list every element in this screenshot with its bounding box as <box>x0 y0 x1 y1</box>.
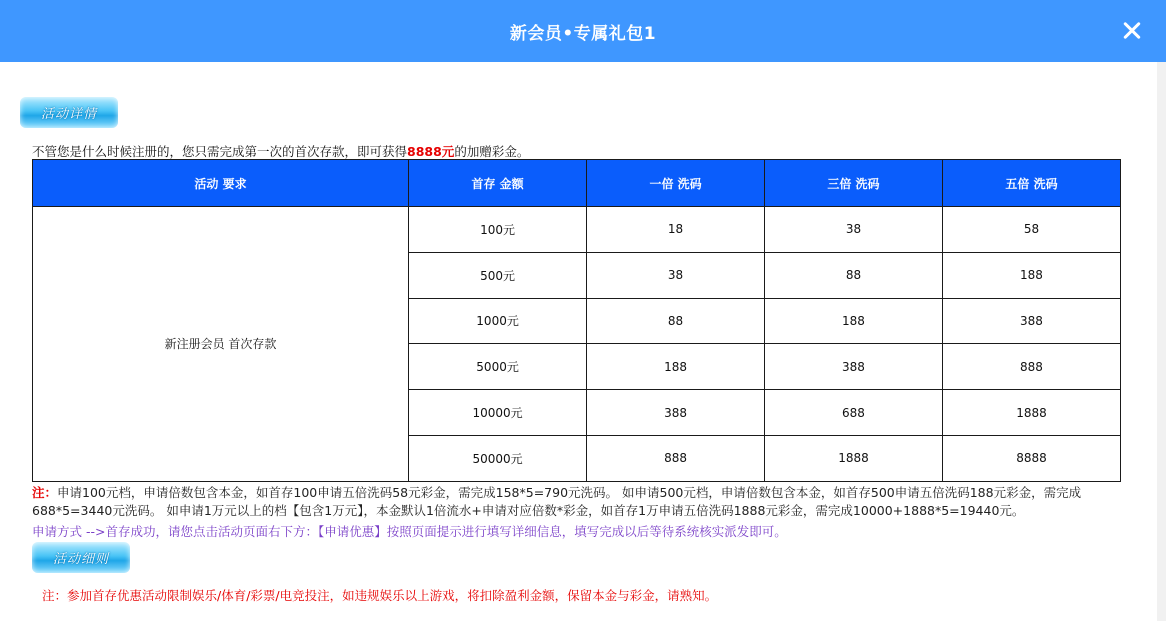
note-text: 申请100元档，申请倍数包含本金，如首存100申请五倍洗码58元彩金，需完成158*5=790元洗码。 如申请500元档，申请倍数包含本金，如首存500申请五倍洗码188元彩金，需完成688*5=3440元洗码。 如申请1万元以上的档【包含1万元】，本金默认1倍流水+申请对应倍数*彩金，如首存1万申请五倍洗码1888元彩金，需完成10000+1888*5=19440元。 <box>32 485 1082 518</box>
bonus-5x-cell: 888 <box>942 344 1120 390</box>
deposit-amount-cell: 5000元 <box>409 344 587 390</box>
bonus-5x-cell: 1888 <box>942 390 1120 436</box>
header-5x-rollover: 五倍 洗码 <box>942 160 1120 207</box>
scrollbar[interactable] <box>1157 62 1166 621</box>
bonus-3x-cell: 388 <box>764 344 942 390</box>
bonus-3x-cell: 688 <box>764 390 942 436</box>
table-header-row <box>33 160 1121 207</box>
table-row <box>33 207 1121 253</box>
warning-text: 注：参加首存优惠活动限制娱乐/体育/彩票/电竞投注，如违规娱乐以上游戏，将扣除盈利金额，保留本金与彩金，请熟知。 <box>42 588 718 603</box>
deposit-amount-cell: 10000元 <box>409 390 587 436</box>
intro-suffix: 的加赠彩金。 <box>454 144 530 159</box>
bonus-5x-cell: 388 <box>942 298 1120 344</box>
bonus-3x-cell: 1888 <box>764 435 942 481</box>
bonus-1x-cell: 888 <box>587 435 765 481</box>
bonus-1x-cell: 388 <box>587 390 765 436</box>
note-tag: 注： <box>32 485 58 500</box>
modal-header <box>0 0 1166 62</box>
bonus-1x-cell: 38 <box>587 252 765 298</box>
note-paragraph <box>32 484 1122 520</box>
deposit-amount-cell: 50000元 <box>409 435 587 481</box>
bonus-3x-cell: 188 <box>764 298 942 344</box>
header-deposit-amount: 首存 金额 <box>409 160 587 207</box>
header-3x-rollover: 三倍 洗码 <box>764 160 942 207</box>
requirement-cell: 新注册会员 首次存款 <box>33 207 409 482</box>
bonus-table <box>32 159 1121 482</box>
bonus-5x-cell: 58 <box>942 207 1120 253</box>
close-icon[interactable] <box>1118 17 1146 45</box>
apply-method-text: 申请方式 -->首存成功，请您点击活动页面右下方：【申请优惠】按照页面提示进行填写详细信息，填写完成以后等待系统核实派发即可。 <box>32 524 787 539</box>
bonus-3x-cell: 88 <box>764 252 942 298</box>
deposit-amount-cell: 100元 <box>409 207 587 253</box>
activity-details-badge: 活动详情 <box>20 97 118 128</box>
deposit-amount-cell: 500元 <box>409 252 587 298</box>
header-requirement: 活动 要求 <box>33 160 409 207</box>
intro-text <box>32 142 529 160</box>
modal-title: 新会员•专属礼包1 <box>509 23 657 44</box>
bonus-1x-cell: 188 <box>587 344 765 390</box>
bonus-5x-cell: 8888 <box>942 435 1120 481</box>
bonus-1x-cell: 88 <box>587 298 765 344</box>
bonus-5x-cell: 188 <box>942 252 1120 298</box>
intro-prefix: 不管您是什么时候注册的，您只需完成第一次的首次存款，即可获得 <box>32 144 408 159</box>
bonus-3x-cell: 38 <box>764 207 942 253</box>
header-1x-rollover: 一倍 洗码 <box>587 160 765 207</box>
intro-amount: 8888元 <box>407 144 455 159</box>
bonus-1x-cell: 18 <box>587 207 765 253</box>
activity-rules-badge: 活动细则 <box>32 542 130 573</box>
deposit-amount-cell: 1000元 <box>409 298 587 344</box>
